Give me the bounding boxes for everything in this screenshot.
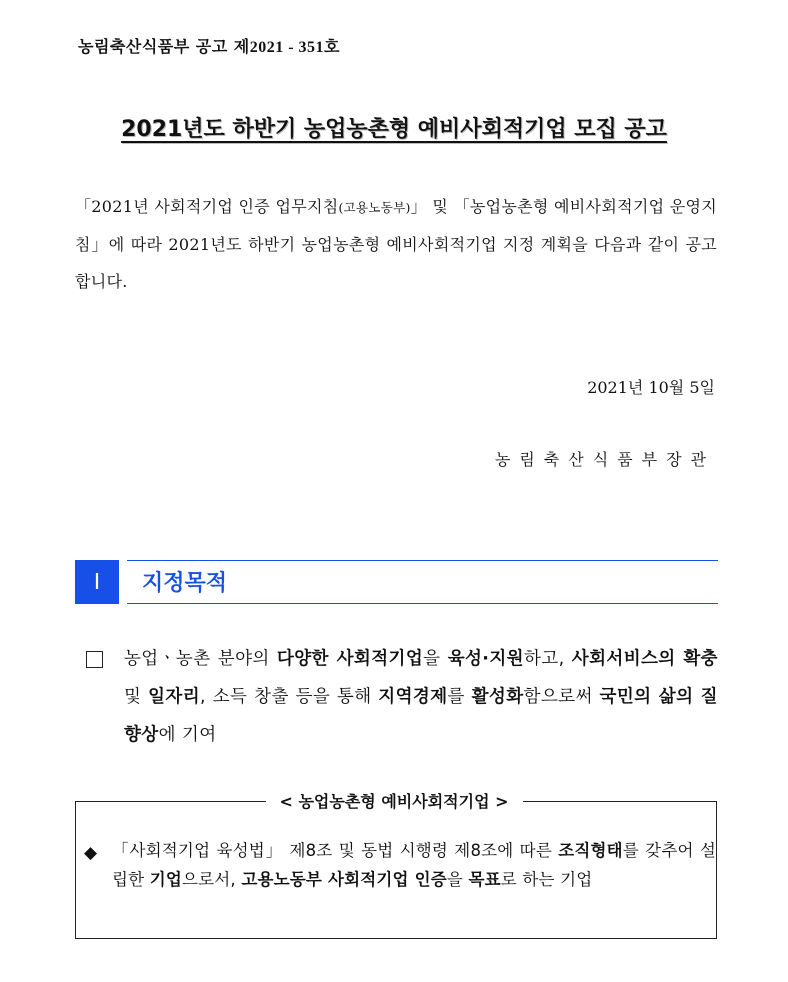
intro-text-1: 「2021년 사회적기업 인증 업무지침 — [75, 197, 339, 216]
intro-paragraph — [75, 188, 717, 300]
definition-bold: 목표 — [468, 870, 501, 889]
definition-bold: 조직형태 — [558, 841, 623, 860]
notice-number: 제2021 - 351호 — [233, 39, 341, 56]
section-number-badge: Ⅰ — [75, 560, 119, 604]
purpose-text: 를 — [447, 687, 472, 707]
definition-bold: 고용노동부 사회적기업 인증 — [241, 870, 447, 889]
definition-text — [112, 836, 716, 894]
definition-text-part: 을 — [446, 870, 469, 889]
purpose-bold: 육성·지원 — [447, 649, 524, 669]
purpose-text: 을 — [423, 649, 448, 669]
purpose-text: 및 — [124, 687, 149, 707]
definition-text-part: 「사회적기업 육성법」 제8조 및 동법 시행령 제8조에 따른 — [112, 841, 559, 860]
purpose-bold: 지역경제 — [378, 687, 448, 707]
definition-text-part: 를 갖추어 설립한 — [112, 841, 716, 889]
purpose-bold: 국민의 삶의 질 향상 — [124, 687, 718, 745]
notice-label: 농림축산식품부 공고 — [78, 37, 228, 56]
definition-bold: 기업 — [149, 870, 183, 889]
intro-text-2: 」 및 「농업농촌형 예비사회적기업 운영지침」에 따라 2021년도 하반기 농업농촌형 예비사회적기업 지정 계획을 다음과 같이 공고합니다. — [75, 197, 717, 291]
purpose-text: 하고, — [523, 649, 572, 669]
definition-box-title-text: < 농업농촌형 예비사회적기업 > — [266, 792, 523, 811]
page-title: 2021년도 하반기 농업농촌형 예비사회적기업 모집 공고 — [121, 117, 667, 142]
section-title: 지정목적 — [142, 571, 228, 596]
intro-text-small: (고용노동부) — [338, 200, 411, 215]
section-rule-bottom — [127, 603, 718, 604]
checkbox-bullet-icon — [86, 651, 103, 668]
purpose-bold: 활성화 — [471, 687, 524, 707]
purpose-bold: 일자리 — [148, 687, 201, 707]
notice-date: 2021년 10월 5일 — [587, 378, 715, 397]
definition-text-part: 으로서, — [182, 870, 242, 889]
definition-text-part: 로 하는 기업 — [500, 870, 593, 889]
purpose-text: 에 기여 — [158, 725, 217, 745]
section-rule-top — [127, 560, 718, 561]
diamond-bullet-icon: ◆ — [84, 843, 98, 863]
purpose-bold: 다양한 사회적기업 — [276, 649, 424, 669]
purpose-bold: 사회서비스의 확충 — [571, 649, 718, 669]
purpose-text: 농업ㆍ농촌 분야의 — [124, 649, 277, 669]
signature-minister: 농림축산식품부장관 — [494, 450, 715, 469]
purpose-paragraph — [124, 640, 718, 754]
purpose-text: 함으로써 — [523, 687, 600, 707]
purpose-text: , 소득 창출 등을 통해 — [200, 687, 379, 707]
notice-number-line — [78, 34, 340, 57]
definition-box-title — [0, 789, 788, 812]
